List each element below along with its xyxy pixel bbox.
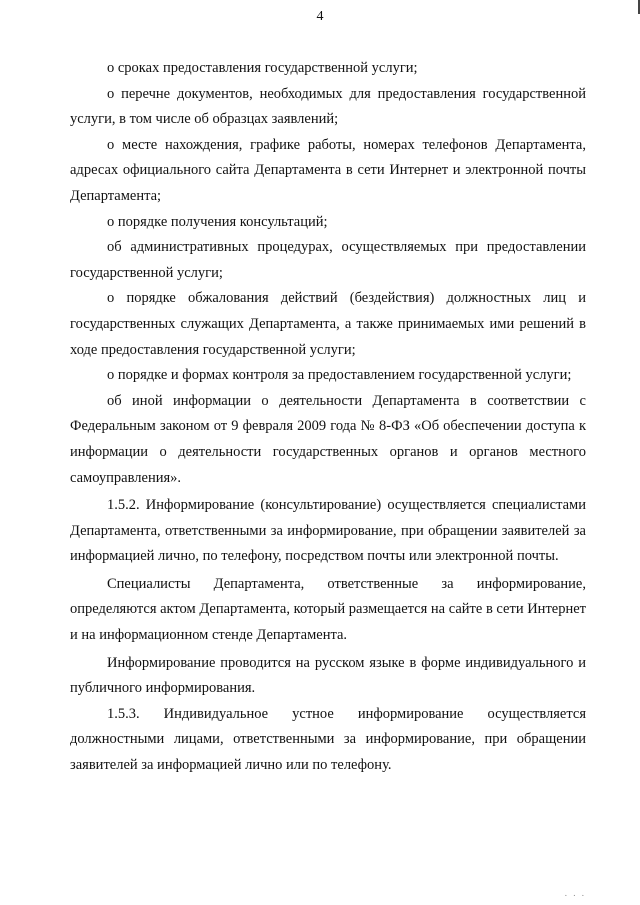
paragraph-8: об иной информации о деятельности Департамента в соответствии с Федеральным законом от 9 февраля 2009 года № 8-ФЗ «Об обеспечении доступа к информации о деятельности государственных органов и органов местного самоуправления».	[70, 392, 586, 486]
paragraph-5: об административных процедурах, осуществляемых при предоставлении государственной услуги;	[70, 239, 586, 281]
paragraph-12: 1.5.3. Индивидуальное устное информирование осуществляется должностными лицами, ответственными за информирование, при обращении заявителей за информацией лично или по телефону.	[70, 705, 586, 774]
paragraph-3: о месте нахождения, графике работы, номерах телефонов Департамента, адресах официального сайта Департамента в сети Интернет и электронной почты Департамента;	[70, 136, 586, 204]
paragraph-1: о сроках предоставления государственной услуги;	[107, 60, 418, 76]
paragraph-10: Специалисты Департамента, ответственные за информирование, определяются актом Департамента, который размещается на сайте в сети Интернет и на информационном стенде Департамента.	[70, 575, 586, 644]
paragraph-9: 1.5.2. Информирование (консультирование) осуществляется специалистами Департамента, ответственными за информирование, при обращении заявителей за информацией лично, по телефону, посредством почты или электронной почты.	[70, 497, 586, 565]
paragraph-4: о порядке получения консультаций;	[107, 213, 328, 230]
paragraph-6: о порядке обжалования действий (бездействия) должностных лиц и государственных служащих Департамента, а также принимаемых ими решений в ходе предоставления государственной услуги;	[70, 290, 586, 358]
page-number: 4	[316, 9, 324, 24]
paragraph-2: о перечне документов, необходимых для предоставления государственной услуги, в том числе об образцах заявлений;	[70, 85, 586, 128]
paragraph-7: о порядке и формах контроля за предоставлением государственной услуги;	[107, 367, 572, 384]
corner-mark: . . .	[564, 888, 586, 898]
document-body	[70, 56, 586, 779]
paragraph-11: Информирование проводится на русском языке в форме индивидуального и публичного информирования.	[70, 654, 586, 697]
